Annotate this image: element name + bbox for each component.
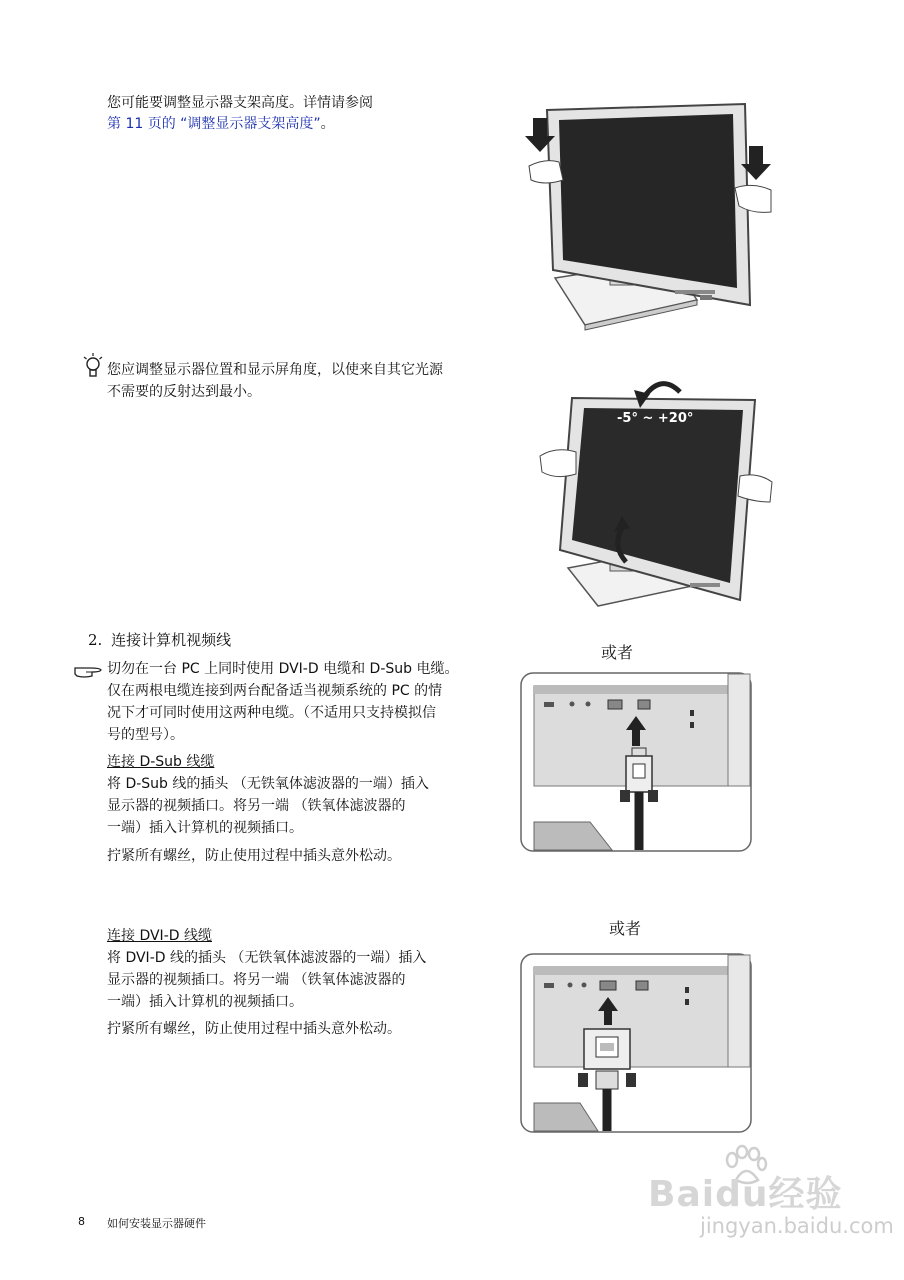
stand-height-text: 您可能要调整显示器支架高度。详情请参阅 bbox=[107, 95, 373, 111]
section-2-title: 连接计算机视频线 bbox=[111, 631, 232, 649]
dsub-or-label: 或者 bbox=[601, 643, 634, 662]
dvi-tighten-text: 拧紧所有螺丝，防止使用过程中插头意外松动。 bbox=[107, 1021, 401, 1037]
dvi-line-2: 显示器的视频插口。将另一端 （铁氧体滤波器的 bbox=[107, 972, 406, 988]
stand-height-link-suffix: 。 bbox=[320, 116, 335, 132]
footer-chapter: 如何安装显示器硬件 bbox=[107, 1217, 206, 1230]
dsub-heading: 连接 D-Sub 线缆 bbox=[107, 754, 215, 770]
watermark-brand: Baidu经验 bbox=[648, 1174, 843, 1215]
section-2-heading bbox=[88, 629, 231, 650]
dvi-or-label: 或者 bbox=[609, 919, 642, 938]
dvi-heading: 连接 DVI-D 线缆 bbox=[107, 928, 212, 944]
dsub-connection-figure bbox=[520, 672, 752, 852]
dsub-tighten-text: 拧紧所有螺丝，防止使用过程中插头意外松动。 bbox=[107, 848, 401, 864]
note-line-4: 号的型号）。 bbox=[107, 727, 184, 743]
tilt-angle-label: -5° ~ +20° bbox=[617, 411, 694, 426]
note-line-2: 仅在两根电缆连接到两台配备适当视频系统的 PC 的情 bbox=[107, 683, 443, 699]
dsub-line-2: 显示器的视频插口。将另一端 （铁氧体滤波器的 bbox=[107, 798, 406, 814]
tip-line-2: 不需要的反射达到最小。 bbox=[107, 384, 261, 400]
stand-height-figure bbox=[525, 100, 775, 330]
dvi-line-1: 将 DVI-D 线的插头 （无铁氧体滤波器的一端）插入 bbox=[107, 950, 427, 966]
stand-height-link[interactable]: 第 11 页的 “调整显示器支架高度” bbox=[107, 116, 321, 132]
note-line-3: 况下才可同时使用这两种电缆。（不适用只支持模拟信 bbox=[107, 705, 436, 721]
dsub-line-3: 一端）插入计算机的视频插口。 bbox=[107, 820, 303, 836]
lightbulb-icon bbox=[82, 352, 104, 380]
section-2-number: 2. bbox=[88, 631, 103, 649]
watermark-url: jingyan.baidu.com bbox=[700, 1214, 894, 1238]
note-line-1: 切勿在一台 PC 上同时使用 DVI-D 电缆和 D-Sub 电缆。 bbox=[107, 661, 459, 677]
stand-height-reference bbox=[107, 114, 335, 135]
dsub-line-1: 将 D-Sub 线的插头 （无铁氧体滤波器的一端）插入 bbox=[107, 776, 429, 792]
tip-line-1: 您应调整显示器位置和显示屏角度，以使来自其它光源 bbox=[107, 362, 443, 378]
pointing-hand-icon bbox=[74, 663, 102, 679]
dvi-connection-figure bbox=[520, 953, 752, 1133]
dvi-line-3: 一端）插入计算机的视频插口。 bbox=[107, 994, 303, 1010]
page-number: 8 bbox=[78, 1215, 85, 1228]
